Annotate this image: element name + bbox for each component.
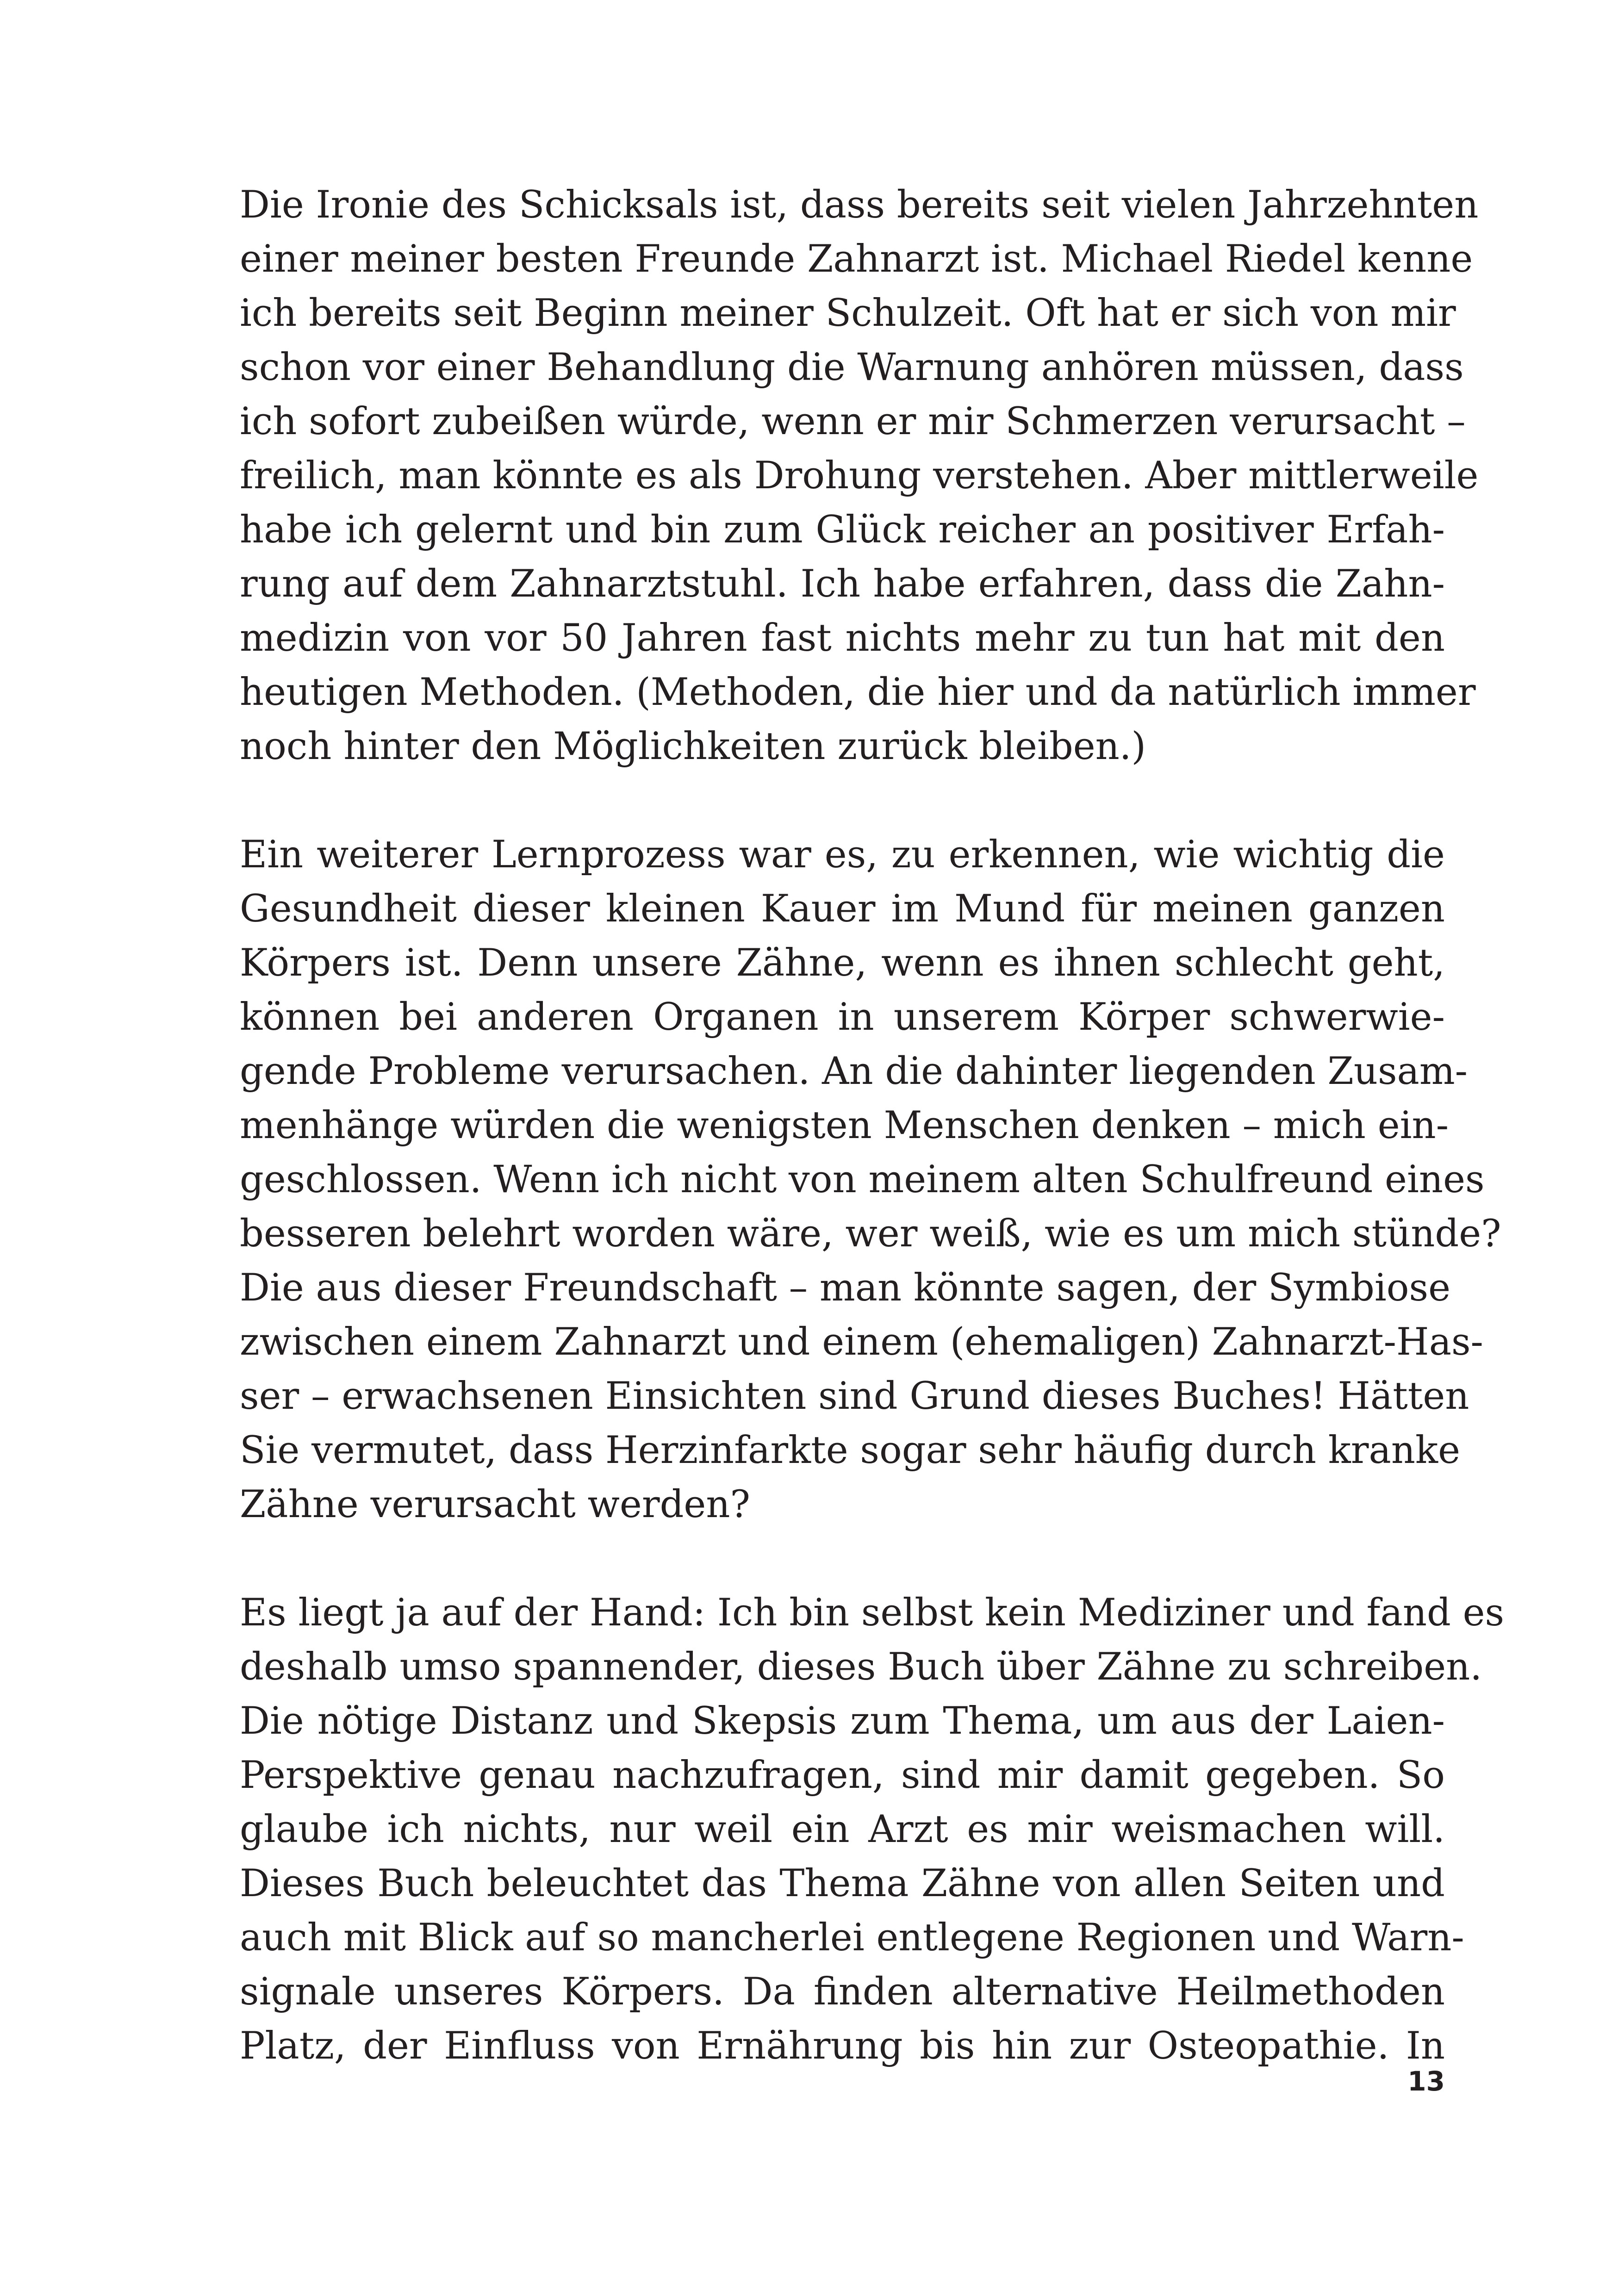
text-line: habe ich gelernt und bin zum Glück reicher an positiver Erfah- [240, 508, 1445, 552]
text-line: medizin von vor 50 Jahren fast nichts mehr zu tun hat mit den [240, 616, 1445, 660]
body-text [240, 178, 1505, 2073]
text-line: freilich, man könnte es als Drohung verstehen. Aber mittlerweile [240, 454, 1479, 498]
text-line: Es liegt ja auf der Hand: Ich bin selbst kein Mediziner und fand es [240, 1591, 1505, 1635]
text-line: schon vor einer Behandlung die Warnung anhören müssen, dass [240, 346, 1464, 389]
text-line: Die nötige Distanz und Skepsis zum Thema, um aus der Laien- [240, 1699, 1445, 1743]
text-line: glaube ich nichts, nur weil ein Arzt es mir weismachen will. [240, 1808, 1445, 1851]
text-line: Perspektive genau nachzufragen, sind mir damit gegeben. So [240, 1754, 1445, 1797]
text-line: Die aus dieser Freundschaft – man könnte sagen, der Symbiose [240, 1266, 1451, 1310]
text-line: Die Ironie des Schicksals ist, dass bereits seit vielen Jahrzehnten [240, 183, 1479, 227]
text-line: besseren belehrt worden wäre, wer weiß, wie es um mich stünde? [240, 1212, 1501, 1256]
text-line: signale unseres Körpers. Da finden alternative Heilmethoden [240, 1970, 1445, 2014]
text-line: deshalb umso spannender, dieses Buch über Zähne zu schreiben. [240, 1645, 1482, 1689]
text-line: ser – erwachsenen Einsichten sind Grund dieses Buches! Hätten [240, 1375, 1469, 1418]
text-line: Dieses Buch beleuchtet das Thema Zähne von allen Seiten und [240, 1862, 1445, 1905]
text-line: zwischen einem Zahnarzt und einem (ehemaligen) Zahnarzt-Has- [240, 1320, 1483, 1364]
text-line: Sie vermutet, dass Herzinfarkte sogar sehr häufig durch kranke [240, 1429, 1461, 1472]
text-line: Zähne verursacht werden? [240, 1483, 750, 1526]
text-line: heutigen Methoden. (Methoden, die hier und da natürlich immer [240, 671, 1476, 714]
text-line: gende Probleme verursachen. An die dahinter liegenden Zusam- [240, 1050, 1468, 1093]
text-line: Gesundheit dieser kleinen Kauer im Mund für meinen ganzen [240, 887, 1445, 931]
text-line: Körpers ist. Denn unsere Zähne, wenn es ihnen schlecht geht, [240, 941, 1445, 985]
text-line: noch hinter den Möglichkeiten zurück bleiben.) [240, 725, 1146, 768]
text-line: rung auf dem Zahnarztstuhl. Ich habe erfahren, dass die Zahn- [240, 562, 1445, 606]
text-line: einer meiner besten Freunde Zahnarzt ist. Michael Riedel kenne [240, 237, 1473, 281]
text-line: Ein weiterer Lernprozess war es, zu erkennen, wie wichtig die [240, 833, 1445, 877]
paragraph-3 [240, 1586, 1505, 2073]
text-line: menhänge würden die wenigsten Menschen denken – mich ein- [240, 1104, 1449, 1147]
text-line: auch mit Blick auf so mancherlei entlegene Regionen und Warn- [240, 1916, 1464, 1960]
paragraph-1 [240, 178, 1479, 774]
page-number: 13 [1407, 2066, 1445, 2097]
paragraph-2 [240, 828, 1501, 1532]
text-line: geschlossen. Wenn ich nicht von meinem alten Schulfreund eines [240, 1158, 1485, 1201]
text-line: ich sofort zubeißen würde, wenn er mir Schmerzen verursacht – [240, 400, 1466, 443]
text-line: Platz, der Einfluss von Ernährung bis hin zur Osteopathie. In [240, 2024, 1445, 2068]
text-line: ich bereits seit Beginn meiner Schulzeit. Oft hat er sich von mir [240, 292, 1456, 335]
text-line: können bei anderen Organen in unserem Körper schwerwie- [240, 996, 1445, 1039]
